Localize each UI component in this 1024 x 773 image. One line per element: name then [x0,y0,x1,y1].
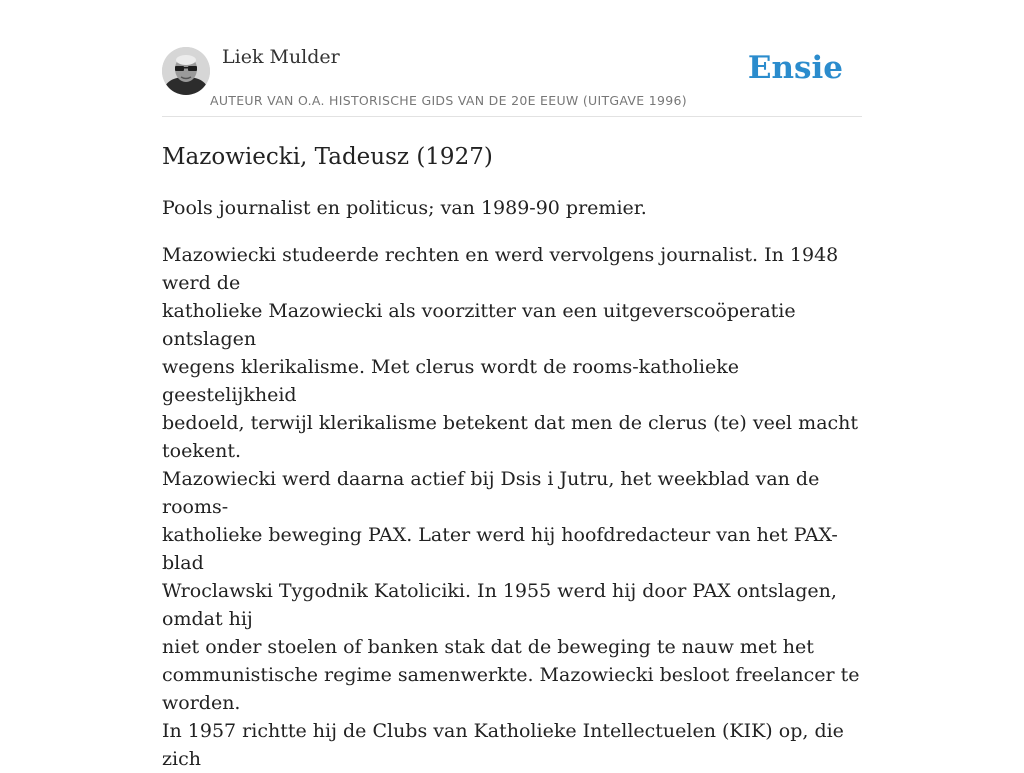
article-lead: Pools journalist en politicus; van 1989-90 premier. [162,197,647,219]
author-bio: AUTEUR VAN O.A. HISTORISCHE GIDS VAN DE 20E EEUW (UITGAVE 1996) [210,93,687,108]
article-title: Mazowiecki, Tadeusz (1927) [162,144,493,170]
body-line: communistische regime samenwerkte. Mazowiecki besloot freelancer te worden. [162,664,860,714]
body-line: In 1957 richtte hij de Clubs van Katholieke Intellectuelen (KIK) op, die zich [162,720,844,770]
body-line: niet onder stoelen of banken stak dat de beweging te nauw met het [162,636,814,658]
person-photo-icon [162,47,210,95]
body-line: wegens klerikalisme. Met clerus wordt de rooms-katholieke geestelijkheid [162,356,739,406]
body-line: Mazowiecki studeerde rechten en werd vervolgens journalist. In 1948 werd de [162,244,839,294]
author-header [162,0,862,117]
ensie-logo-link[interactable]: Ensie [747,50,843,86]
author-name[interactable]: Liek Mulder [222,46,340,68]
body-line: katholieke Mazowiecki als voorzitter van een uitgeverscoöperatie ontslagen [162,300,796,350]
body-line: bedoeld, terwijl klerikalisme betekent dat men de clerus (te) veel macht toekent. [162,412,859,462]
body-line: Wroclawski Tygodnik Katoliciki. In 1955 werd hij door PAX ontslagen, omdat hij [162,580,837,630]
body-line: katholieke beweging PAX. Later werd hij hoofdredacteur van het PAX-blad [162,524,838,574]
body-line: Mazowiecki werd daarna actief bij Dsis i Jutru, het weekblad van de rooms- [162,468,820,518]
article-page [162,0,862,773]
article-body [162,241,862,773]
author-avatar[interactable] [162,47,210,95]
